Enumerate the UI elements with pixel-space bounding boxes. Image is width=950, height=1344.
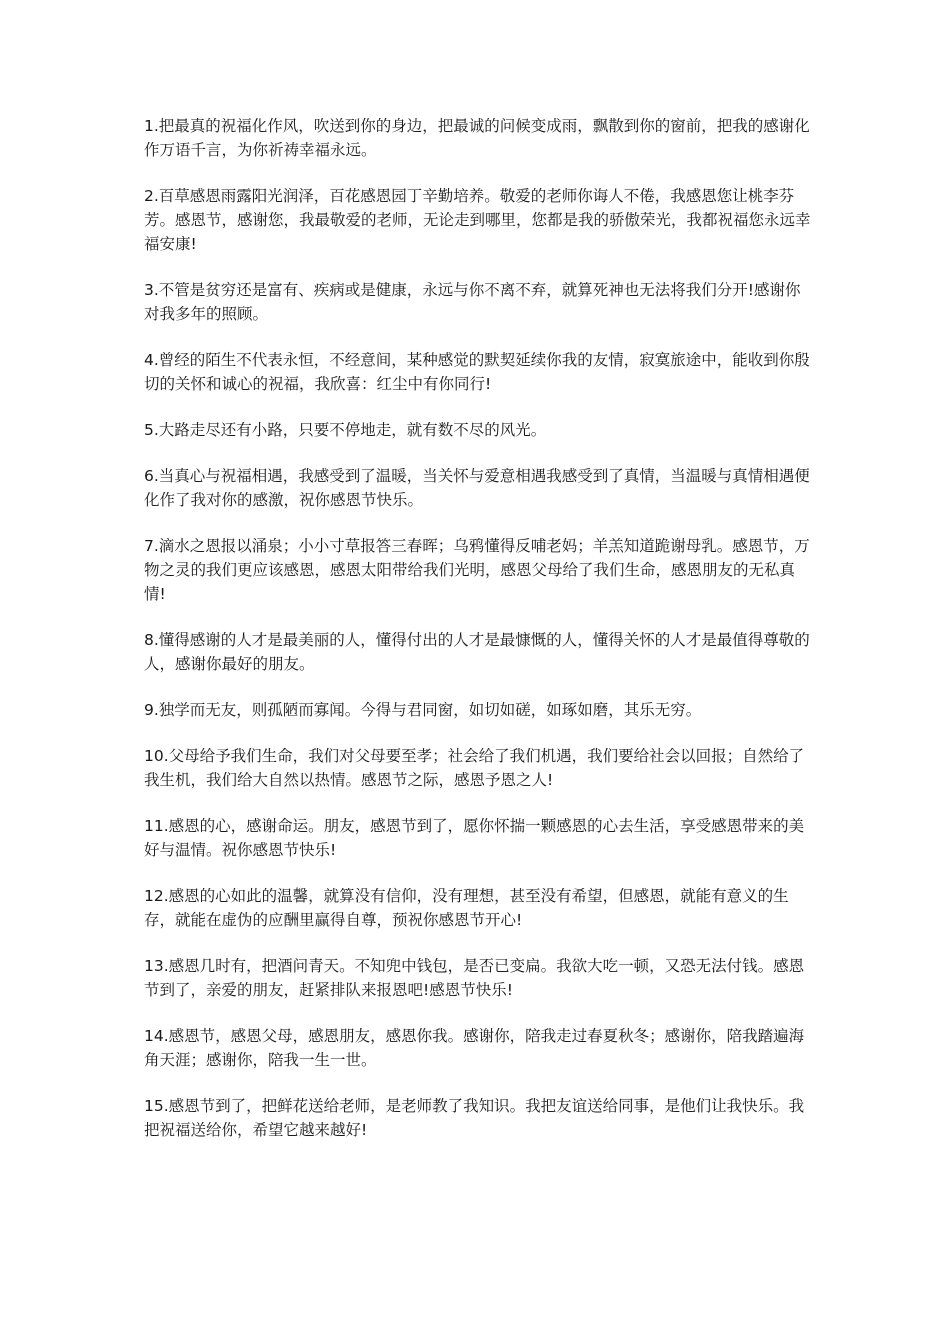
paragraph-14: 14.感恩节，感恩父母，感恩朋友，感恩你我。感谢你，陪我走过春夏秋冬；感谢你，陪我踏遍海角天涯；感谢你，陪我一生一世。 <box>144 1027 805 1069</box>
paragraph-15: 15.感恩节到了，把鲜花送给老师，是老师教了我知识。我把友谊送给同事，是他们让我快乐。我把祝福送给你，希望它越来越好! <box>144 1097 805 1139</box>
paragraph-2: 2.百草感恩雨露阳光润泽，百花感恩园丁辛勤培养。敬爱的老师你诲人不倦，我感恩您让桃李芬芳。感恩节，感谢您，我最敬爱的老师，无论走到哪里，您都是我的骄傲荣光，我都祝福您永远幸福安康! <box>144 187 811 253</box>
paragraph-13: 13.感恩几时有，把酒问青天。不知兜中钱包，是否已变扁。我欲大吃一顿，又恐无法付钱。感恩节到了，亲爱的朋友，赶紧排队来报恩吧!感恩节快乐! <box>144 957 805 999</box>
paragraph-12: 12.感恩的心如此的温馨，就算没有信仰，没有理想，甚至没有希望，但感恩，就能有意义的生存，就能在虚伪的应酬里赢得自尊，预祝你感恩节开心! <box>144 887 789 929</box>
paragraph-1: 1.把最真的祝福化作风，吹送到你的身边，把最诚的问候变成雨，飘散到你的窗前，把我的感谢化作万语千言，为你祈祷幸福永远。 <box>144 117 810 159</box>
paragraph-4: 4.曾经的陌生不代表永恒，不经意间，某种感觉的默契延续你我的友情，寂寞旅途中，能收到你殷切的关怀和诚心的祝福，我欣喜：红尘中有你同行! <box>144 351 810 393</box>
paragraph-10: 10.父母给予我们生命，我们对父母要至孝；社会给了我们机遇，我们要给社会以回报；自然给了我生机，我们给大自然以热情。感恩节之际，感恩予恩之人! <box>144 747 805 789</box>
paragraph-6: 6.当真心与祝福相遇，我感受到了温暖，当关怀与爱意相遇我感受到了真情，当温暖与真情相遇便化作了我对你的感激，祝你感恩节快乐。 <box>144 467 810 509</box>
paragraph-7: 7.滴水之恩报以涌泉；小小寸草报答三春晖；乌鸦懂得反哺老妈；羊羔知道跪谢母乳。感恩节，万物之灵的我们更应该感恩，感恩太阳带给我们光明，感恩父母给了我们生命，感恩朋友的无私真情! <box>144 537 810 603</box>
paragraph-3: 3.不管是贫穷还是富有、疾病或是健康，永远与你不离不弃，就算死神也无法将我们分开!感谢你对我多年的照顾。 <box>144 281 801 323</box>
paragraph-5: 5.大路走尽还有小路，只要不停地走，就有数不尽的风光。 <box>144 421 547 439</box>
paragraph-11: 11.感恩的心，感谢命运。朋友，感恩节到了，愿你怀揣一颗感恩的心去生活，享受感恩带来的美好与温情。祝你感恩节快乐! <box>144 817 805 859</box>
paragraph-8: 8.懂得感谢的人才是最美丽的人，懂得付出的人才是最慷慨的人，懂得关怀的人才是最值得尊敬的人，感谢你最好的朋友。 <box>144 631 810 673</box>
paragraph-9: 9.独学而无友，则孤陋而寡闻。今得与君同窗，如切如磋，如琢如磨，其乐无穷。 <box>144 701 702 719</box>
document-body <box>144 114 814 1164</box>
